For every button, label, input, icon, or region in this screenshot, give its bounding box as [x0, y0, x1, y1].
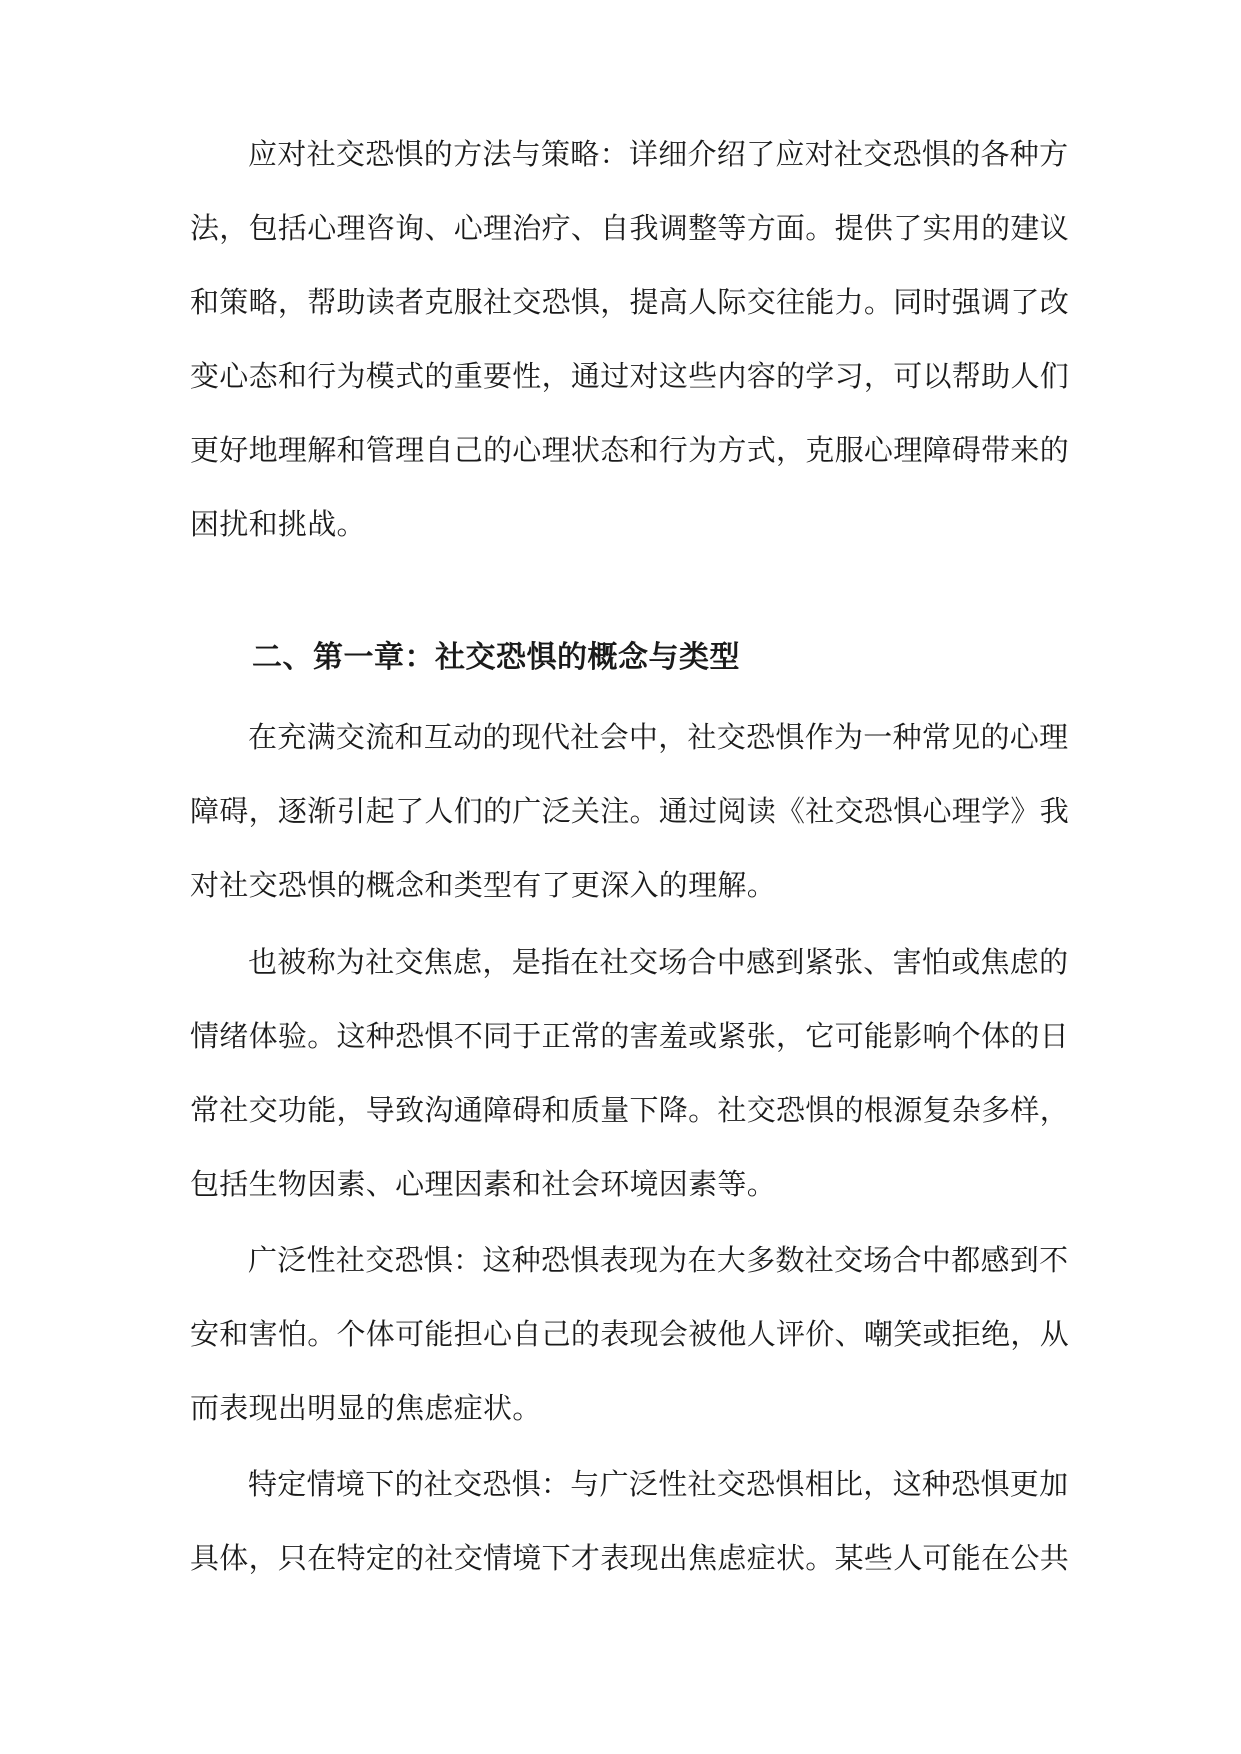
paragraph-line: 包括生物因素、心理因素和社会环境因素等。 — [190, 1167, 777, 1201]
paragraph-line: 广泛性社交恐惧：这种恐惧表现为在大多数社交场合中都感到不 — [248, 1243, 1069, 1277]
paragraph-line: 也被称为社交焦虑，是指在社交场合中感到紧张、害怕或焦虑的 — [248, 945, 1069, 979]
paragraph-line: 更好地理解和管理自己的心理状态和行为方式，克服心理障碍带来的 — [190, 433, 1070, 467]
paragraph-line: 障碍，逐渐引起了人们的广泛关注。通过阅读《社交恐惧心理学》我 — [190, 794, 1070, 828]
paragraph-line: 具体，只在特定的社交情境下才表现出焦虑症状。某些人可能在公共 — [190, 1541, 1070, 1575]
paragraph-line: 应对社交恐惧的方法与策略：详细介绍了应对社交恐惧的各种方 — [248, 137, 1069, 171]
paragraph-line: 困扰和挑战。 — [190, 507, 366, 541]
paragraph-line: 情绪体验。这种恐惧不同于正常的害羞或紧张，它可能影响个体的日 — [190, 1019, 1070, 1053]
paragraph-line: 常社交功能，导致沟通障碍和质量下降。社交恐惧的根源复杂多样， — [190, 1093, 1070, 1127]
paragraph-line: 变心态和行为模式的重要性，通过对这些内容的学习，可以帮助人们 — [190, 359, 1070, 393]
paragraph-line: 安和害怕。个体可能担心自己的表现会被他人评价、嘲笑或拒绝，从 — [190, 1317, 1070, 1351]
paragraph-line: 和策略，帮助读者克服社交恐惧，提高人际交往能力。同时强调了改 — [190, 285, 1070, 319]
paragraph-line: 在充满交流和互动的现代社会中，社交恐惧作为一种常见的心理 — [248, 720, 1069, 754]
paragraph-line: 特定情境下的社交恐惧：与广泛性社交恐惧相比，这种恐惧更加 — [248, 1467, 1069, 1501]
paragraph-line: 对社交恐惧的概念和类型有了更深入的理解。 — [190, 868, 777, 902]
paragraph-line: 而表现出明显的焦虑症状。 — [190, 1391, 542, 1425]
paragraph-line: 法，包括心理咨询、心理治疗、自我调整等方面。提供了实用的建议 — [190, 211, 1070, 245]
section-heading: 二、第一章：社交恐惧的概念与类型 — [252, 640, 740, 675]
